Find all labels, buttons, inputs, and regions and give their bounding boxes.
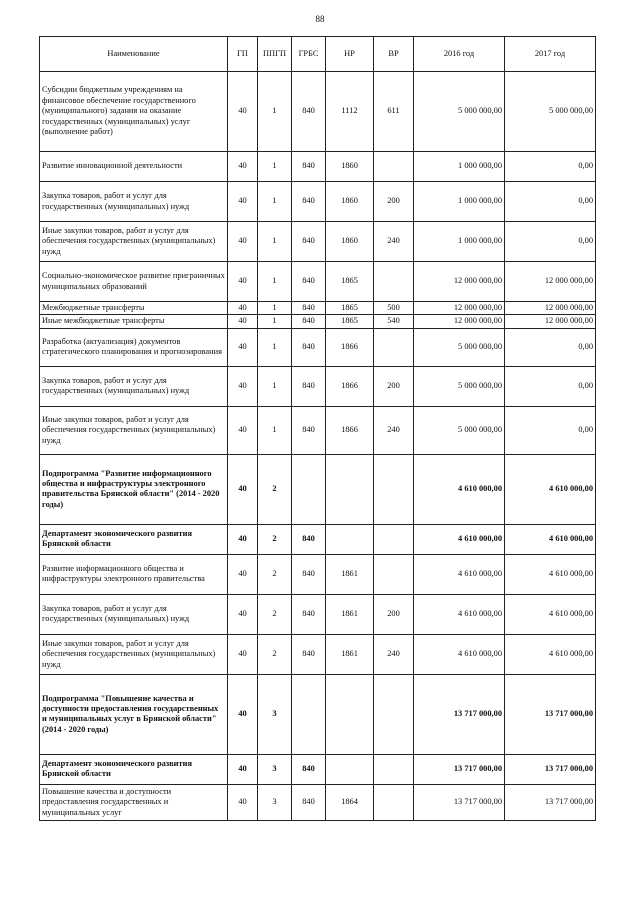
cell-vr: 200 — [374, 366, 414, 406]
table-row — [40, 454, 596, 524]
cell-nr: 1861 — [326, 554, 374, 594]
column-header-ppgp: ППГП — [258, 37, 292, 72]
cell-2016: 13 717 000,00 — [414, 674, 505, 754]
cell-name: Субсидии бюджетным учреждениям на финансовое обеспечение государственного (муниципального) задания на оказание государственных (муниципальных) услуг (выполнение работ) — [40, 72, 228, 152]
cell-ppgp: 3 — [258, 754, 292, 784]
page-number: 88 — [315, 14, 325, 24]
budget-table — [39, 36, 596, 821]
cell-grbs: 840 — [292, 524, 326, 554]
cell-nr: 1865 — [326, 302, 374, 315]
cell-gp: 40 — [228, 328, 258, 366]
cell-2017: 4 610 000,00 — [505, 634, 596, 674]
cell-name: Межбюджетные трансферты — [40, 302, 228, 315]
cell-2016: 5 000 000,00 — [414, 366, 505, 406]
cell-nr: 1866 — [326, 406, 374, 454]
cell-grbs: 840 — [292, 406, 326, 454]
cell-ppgp: 1 — [258, 152, 292, 182]
cell-grbs — [292, 674, 326, 754]
cell-nr: 1860 — [326, 182, 374, 222]
cell-grbs — [292, 454, 326, 524]
cell-2016: 5 000 000,00 — [414, 72, 505, 152]
cell-name: Закупка товаров, работ и услуг для государственных (муниципальных) нужд — [40, 182, 228, 222]
cell-2017: 4 610 000,00 — [505, 554, 596, 594]
cell-gp: 40 — [228, 366, 258, 406]
cell-gp: 40 — [228, 315, 258, 328]
cell-2017: 13 717 000,00 — [505, 784, 596, 820]
cell-nr: 1865 — [326, 315, 374, 328]
cell-nr: 1866 — [326, 328, 374, 366]
cell-2016: 4 610 000,00 — [414, 634, 505, 674]
cell-nr: 1861 — [326, 634, 374, 674]
table-row — [40, 152, 596, 182]
cell-name: Иные закупки товаров, работ и услуг для обеспечения государственных (муниципальных) нужд — [40, 634, 228, 674]
cell-grbs: 840 — [292, 302, 326, 315]
column-header-nr: НР — [326, 37, 374, 72]
cell-grbs: 840 — [292, 72, 326, 152]
cell-vr — [374, 784, 414, 820]
cell-nr — [326, 674, 374, 754]
cell-vr: 540 — [374, 315, 414, 328]
cell-grbs: 840 — [292, 366, 326, 406]
cell-vr: 200 — [374, 182, 414, 222]
cell-grbs: 840 — [292, 262, 326, 302]
table-row — [40, 366, 596, 406]
cell-ppgp: 1 — [258, 72, 292, 152]
cell-grbs: 840 — [292, 754, 326, 784]
cell-2017: 0,00 — [505, 328, 596, 366]
cell-vr — [374, 554, 414, 594]
cell-ppgp: 1 — [258, 222, 292, 262]
cell-ppgp: 3 — [258, 784, 292, 820]
cell-name: Развитие информационного общества и инфраструктуры электронного правительства — [40, 554, 228, 594]
cell-vr — [374, 454, 414, 524]
cell-name: Подпрограмма "Повышение качества и доступности предоставления государственных и муниципальных услуг в Брянской области" (2014 - 2020 годы) — [40, 674, 228, 754]
cell-2016: 12 000 000,00 — [414, 262, 505, 302]
cell-ppgp: 1 — [258, 328, 292, 366]
column-header-vr: ВР — [374, 37, 414, 72]
cell-2016: 4 610 000,00 — [414, 524, 505, 554]
cell-gp: 40 — [228, 302, 258, 315]
cell-2017: 12 000 000,00 — [505, 262, 596, 302]
cell-ppgp: 1 — [258, 182, 292, 222]
cell-gp: 40 — [228, 674, 258, 754]
cell-2016: 4 610 000,00 — [414, 594, 505, 634]
cell-ppgp: 1 — [258, 406, 292, 454]
cell-vr: 500 — [374, 302, 414, 315]
cell-2017: 12 000 000,00 — [505, 302, 596, 315]
column-header-2016: 2016 год — [414, 37, 505, 72]
table-row — [40, 554, 596, 594]
cell-2016: 12 000 000,00 — [414, 315, 505, 328]
cell-grbs: 840 — [292, 784, 326, 820]
cell-grbs: 840 — [292, 152, 326, 182]
cell-2016: 1 000 000,00 — [414, 182, 505, 222]
cell-name: Закупка товаров, работ и услуг для государственных (муниципальных) нужд — [40, 366, 228, 406]
cell-name: Разработка (актуализация) документов стратегического планирования и прогнозирования — [40, 328, 228, 366]
cell-vr: 200 — [374, 594, 414, 634]
cell-vr: 240 — [374, 406, 414, 454]
table-row — [40, 674, 596, 754]
cell-gp: 40 — [228, 262, 258, 302]
cell-2017: 0,00 — [505, 222, 596, 262]
cell-gp: 40 — [228, 182, 258, 222]
cell-nr — [326, 754, 374, 784]
cell-nr: 1112 — [326, 72, 374, 152]
table-row — [40, 315, 596, 328]
cell-ppgp: 2 — [258, 554, 292, 594]
cell-grbs: 840 — [292, 222, 326, 262]
cell-vr — [374, 754, 414, 784]
cell-2016: 13 717 000,00 — [414, 754, 505, 784]
cell-nr — [326, 524, 374, 554]
cell-gp: 40 — [228, 72, 258, 152]
cell-2017: 13 717 000,00 — [505, 674, 596, 754]
cell-vr — [374, 152, 414, 182]
cell-ppgp: 2 — [258, 634, 292, 674]
cell-gp: 40 — [228, 152, 258, 182]
cell-2017: 0,00 — [505, 366, 596, 406]
cell-gp: 40 — [228, 406, 258, 454]
cell-2016: 4 610 000,00 — [414, 454, 505, 524]
cell-2017: 4 610 000,00 — [505, 594, 596, 634]
cell-2017: 12 000 000,00 — [505, 315, 596, 328]
cell-gp: 40 — [228, 634, 258, 674]
cell-grbs: 840 — [292, 554, 326, 594]
cell-2017: 5 000 000,00 — [505, 72, 596, 152]
table-row — [40, 634, 596, 674]
table-row — [40, 594, 596, 634]
column-header-grbs: ГРБС — [292, 37, 326, 72]
cell-grbs: 840 — [292, 594, 326, 634]
cell-2016: 4 610 000,00 — [414, 554, 505, 594]
table-row — [40, 182, 596, 222]
cell-vr — [374, 674, 414, 754]
table-row — [40, 406, 596, 454]
cell-2016: 1 000 000,00 — [414, 222, 505, 262]
cell-gp: 40 — [228, 524, 258, 554]
cell-name: Иные межбюджетные трансферты — [40, 315, 228, 328]
cell-vr: 240 — [374, 222, 414, 262]
cell-2017: 0,00 — [505, 406, 596, 454]
cell-vr — [374, 328, 414, 366]
cell-2016: 1 000 000,00 — [414, 152, 505, 182]
cell-ppgp: 1 — [258, 315, 292, 328]
cell-name: Иные закупки товаров, работ и услуг для обеспечения государственных (муниципальных) нужд — [40, 406, 228, 454]
table-row — [40, 262, 596, 302]
cell-2017: 4 610 000,00 — [505, 524, 596, 554]
cell-nr: 1860 — [326, 152, 374, 182]
cell-gp: 40 — [228, 594, 258, 634]
cell-2016: 5 000 000,00 — [414, 328, 505, 366]
cell-2016: 12 000 000,00 — [414, 302, 505, 315]
column-header-2017: 2017 год — [505, 37, 596, 72]
table-row — [40, 302, 596, 315]
cell-2017: 0,00 — [505, 152, 596, 182]
cell-name: Социально-экономическое развитие приграничных муниципальных образований — [40, 262, 228, 302]
cell-nr: 1860 — [326, 222, 374, 262]
cell-ppgp: 3 — [258, 674, 292, 754]
cell-nr: 1864 — [326, 784, 374, 820]
table-row — [40, 328, 596, 366]
cell-vr — [374, 262, 414, 302]
cell-name: Иные закупки товаров, работ и услуг для обеспечения государственных (муниципальных) нужд — [40, 222, 228, 262]
table-row — [40, 524, 596, 554]
cell-gp: 40 — [228, 754, 258, 784]
cell-gp: 40 — [228, 222, 258, 262]
table-row — [40, 72, 596, 152]
cell-vr: 240 — [374, 634, 414, 674]
cell-name: Закупка товаров, работ и услуг для государственных (муниципальных) нужд — [40, 594, 228, 634]
cell-vr — [374, 524, 414, 554]
cell-nr — [326, 454, 374, 524]
cell-ppgp: 2 — [258, 524, 292, 554]
cell-grbs: 840 — [292, 634, 326, 674]
cell-name: Повышение качества и доступности предоставления государственных и муниципальных услуг — [40, 784, 228, 820]
cell-ppgp: 1 — [258, 262, 292, 302]
cell-2016: 13 717 000,00 — [414, 784, 505, 820]
cell-gp: 40 — [228, 454, 258, 524]
table-row — [40, 784, 596, 820]
cell-ppgp: 1 — [258, 366, 292, 406]
cell-grbs: 840 — [292, 315, 326, 328]
column-header-name: Наименование — [40, 37, 228, 72]
cell-name: Развитие инновационной деятельности — [40, 152, 228, 182]
cell-name: Подпрограмма "Развитие информационного общества и инфраструктуры электронного правительства Брянской области" (2014 - 2020 годы) — [40, 454, 228, 524]
cell-nr: 1861 — [326, 594, 374, 634]
table-header-row — [40, 37, 596, 72]
cell-grbs: 840 — [292, 182, 326, 222]
cell-2017: 4 610 000,00 — [505, 454, 596, 524]
column-header-gp: ГП — [228, 37, 258, 72]
cell-name: Департамент экономического развития Брянской области — [40, 754, 228, 784]
cell-nr: 1866 — [326, 366, 374, 406]
cell-vr: 611 — [374, 72, 414, 152]
table-row — [40, 222, 596, 262]
cell-name: Департамент экономического развития Брянской области — [40, 524, 228, 554]
cell-ppgp: 2 — [258, 454, 292, 524]
cell-gp: 40 — [228, 554, 258, 594]
cell-2017: 0,00 — [505, 182, 596, 222]
cell-ppgp: 1 — [258, 302, 292, 315]
cell-ppgp: 2 — [258, 594, 292, 634]
cell-2017: 13 717 000,00 — [505, 754, 596, 784]
cell-nr: 1865 — [326, 262, 374, 302]
cell-2016: 5 000 000,00 — [414, 406, 505, 454]
table-row — [40, 754, 596, 784]
cell-gp: 40 — [228, 784, 258, 820]
cell-grbs: 840 — [292, 328, 326, 366]
